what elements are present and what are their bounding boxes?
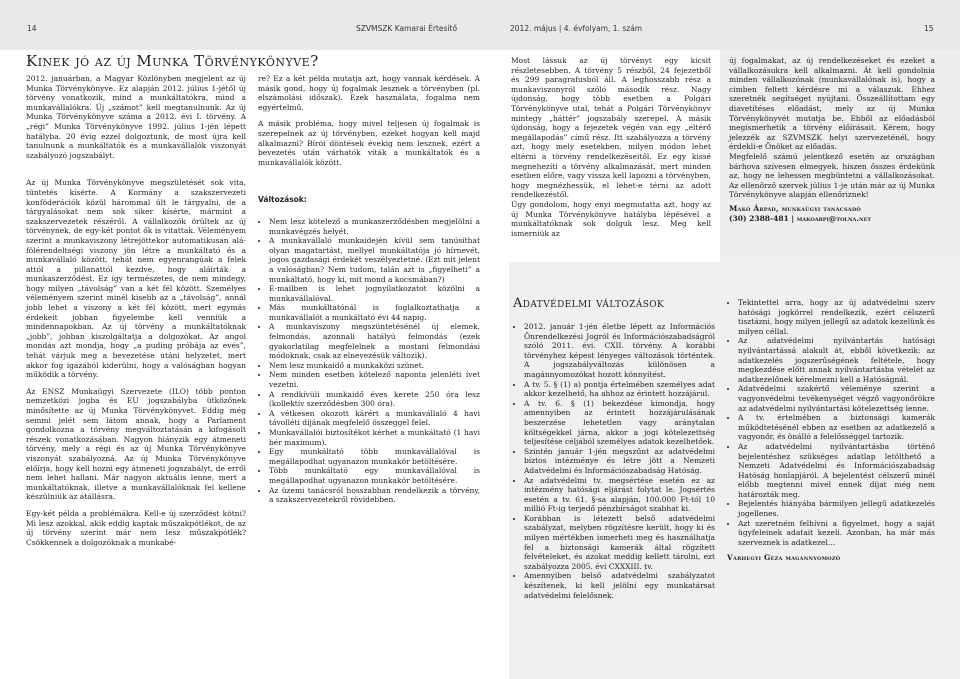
list-item: • Nem lesz kötelező a munkaszerződésben megjelölni a munkavégzés helyét. [269,217,480,236]
list-item: • Munkavállalói biztosítékot kérhet a munkáltató (1 havi bér maximum). [269,428,480,447]
article-column-4 [729,56,935,223]
list-item: • Több munkáltató egy munkavállalóval is megállapodhat ugyanazon munkakör betöltésére. [269,466,480,485]
list-item: • A rendkívüli munkaidő éves kerete 250 óra lesz (kollektív szerződésben 300 óra). [269,390,480,409]
author-contact: (30) 2388-481 | makoarpi@tolna.net [729,213,872,223]
article-column-3 [511,56,711,245]
list-item: • Más munkáltatónál is foglalkoztathatja a munkavállalót a munkáltató évi 44 napig. [269,303,480,322]
privacy-list [727,298,935,547]
paragraph: A másik probléma, hogy mivel teljesen új fogalmak is szerepelnek az új törvényben, ezeket hogyan kell majd alkalmazni? Bírói döntések évekig nem lesznek, ezért a bevezetés után várhatók viták a munkáltatók és a munkavállalók között. [258,119,480,167]
page-number-left: 14 [27,24,37,33]
page-header-bar [0,0,960,50]
paragraph: Megfelelő számú jelentkező esetén az országban bárhova szívesen elmegyek, hiszen ősszes érdekünk az, hogy ne lehessen megbüntetni a vállalkozásokat. Az ellenőrző szervek július 1-je után már az új Munka Törvénykönyve alapján ellenőriznek! [729,151,935,200]
changes-heading: Változások: [258,195,307,205]
list-item: • A vétkesen okozott kárért a munkavállaló 4 havi távolléti díjának megfelelő összeggel felel. [269,409,480,428]
paragraph: Az új Munka Törvénykönyve megszületését sok vita, tüntetés kísérte. A Kormány a szakszervezeti konföderációk közül hárommal ült le tárgyalni, de a tárgyalásokat nem sok siker kísérte, mármint a szakszervezetek részéről. A vállalkozók örültek az új törvénynek, de egy-két pontot ők is vitattak. Véleményem szerint a munkaviszony létrejöttekor automatikusan alá-fölérendeltségi viszony jön létre a munkáltató és a munkavállaló között, tehát nem egyenrangúak a felek attól a pillanattól kezdve, hogy aláírták a munkaszerződést. Ez így természetes, de nem mindegy, hogy milyen „távolság” van a két fél között. Személyes véleményem szerint minél kisebb az a „távolság”, annál jobb lehet a viszony a két fél között, mert egymás érdekeit jobban figyelembe kell venniük a mindennapokban. Az új törvény a munkáltatóknak „jobb”, jobban kiszolgáltatja a dolgozókat. Az angol mondás azt mondja, hogy „a puding próbája az evés”, tehát várjuk meg a bevezetése utáni helyzetet, mert akkor fog igazából kiderülni, hogy a valóságban hogyan működik a törvény. [26,178,246,380]
list-item: • Szintén január 1-jén megszűnt az adatvédelmi biztos intézménye és létre jött a Nemzeti Adatvédelmi és Információszabadság Hatóság. [524,447,715,476]
paragraph: új fogalmakat, az új rendelkezéseket és ezeket a vállalkozásukra kell alkalmazni. Át kell gondolnia minden vállalkozónak (munkavállalónak is), hogy a cimben feltett kérdésre mi a válaszuk. Ehhez szeretnék segítséget nyújtani. Összeállítottam egy diavetítéses előadást, mely az új Munka Törvénykönyvét mutatja be. Ebből az előadásból megismerhetik a törvény előírásait. Kérem, hogy jelezzék az SZVMSZK helyi szervezeténél, hogy érdekli-e Önöket az előadás. [729,56,935,152]
list-item: • Az adatvédelmi nyilvántartás hatósági nyilvántartássá alakult át, ebből következik: az adatkezelés jogszerűségének feltétele, hogy megkezdése előtt annak nyilvántartásba vételét az adatkezelőnek kérelmezni kell a Hatóságnál. [738,336,935,384]
list-item: • Az adatvédelmi nyilvántartásba történő bejelentéshez szükséges adatlap letölthető a Nemzeti Adatvédelmi és Információszabadság Hatóság honlapjáról. A bejelentést célszerű minél előbb megtenni mivel ennek díjat még nem határozták meg. [738,442,935,500]
list-item: • Nem lesz munkaidő a munkaközi szünet. [269,361,480,371]
list-item: • Egy munkáltató több munkavállalóval is megállapodhat ugyanazon munkakör betöltésére. [269,447,480,466]
paragraph: Az ENSZ Munkaügyi Szervezete (ILO) több ponton nemzetközi jogba és EU jogszabályba ütközőnek minősítette az új Munka Törvénykönyvet. Eddig még semmi jelét sem látom annak, hogy a Parlament gondolkozna a törvény megváltoztatásán a kifogásolt részek vonatkozásában. Nagyon hiányzik egy átmeneti törvény, mely a régi és az új Munka Törvénykönyve viszonyát szabályozná. Az új Munka Törvénykönyve előírja, hogy kell hozni egy átmeneti jogszabályt, de erről nem lehet hallani. Már nagyon aktuális lenne, mert a munkáltatóknak, illetve a munkavállalóknak fel kellene készülniük az átállásra. [26,386,246,502]
list-item: • A tv. 6. § (1) bekezdése kimondja, hogy amennyiben az érintett hozzájárulásának beszerzése lehetetlen vagy aránytalan költségekkel járna, akkor a jogi kötelezettség teljesítése céljából személyes adatok kezelhetőek. [524,399,715,447]
paragraph: Most lássuk az új törvényt egy kicsit részletesebben. A törvény 5 részből, 24 fejezetből és 299 paragrafusból áll. A leghosszabb rész a munkaviszonyról szóló második rész. Nagy újdonság, hogy több esetben a Polgári Törvénykönyve utal, tehát a Polgári Törvénykönyv mintegy „háttér” jogszabály szerepel. A másik újdonság, hogy a fejezetek végén van egy „eltérő megállapodás” című rész. Itt szabályozza a törvény azt, hogy mely esetekben, milyen módon lehet eltérni a törvény rendelkezéseitől. Ez egy kissé megnehezíti a törvény alkalmazását, mert minden esetben előre, vagy vissza kell lapozni a törvényben, hogy megnézhessük, el lehet-e térni az adott rendelkezéstől. [511,56,711,200]
list-item: • Tekintettel arra, hogy az új adatvédelmi szerv hatósági jogkörrel rendelkezik, ezért célszerű tisztázni, hogy milyen jellegű az adatok kezelünk és milyen céllal. [738,298,935,336]
list-item: • Adatvédelmi szakértő véleménye szerint a vagyonvédelmi tevékenységet végző vagyonőrökre az adatvédelmi nyilvántartási kötelezettség lenne. [738,384,935,413]
list-item: • Az adatvédelmi tv. megsértése esetén ez az intézmény hatósági eljárást folytat le. Jogsértés esetén a tv. 61. §-sa alapján, 100.000 Ft-tól 10 millió Ft-ig terjedő pénzbírságot szabhat ki. [524,476,715,514]
list-item: • A tv. 5. § (1) a) pontja értelmében személyes adat akkor kezelhető, ha ahhoz az érintett hozzájárul. [524,380,715,399]
paragraph: re? Ez a két példa mutatja azt, hogy vannak kérdések. A másik gond, hogy új fogalmak lesznek a törvényben (pl. elszámolási időszak). Ezek használata, fogalma nem egyértelmű. [258,74,480,112]
list-item: • Bejelentés hiányába bármilyen jellegű adatkezelés jogellenes. [738,499,935,518]
list-item: • Nem minden esetben kötelező naponta jelenléti ívet vezetni. [269,370,480,389]
page-number-right: 15 [924,24,934,33]
privacy-column-1 [513,322,715,600]
privacy-column-2 [727,298,935,563]
article-column-2 [258,74,480,505]
privacy-list [513,322,715,600]
list-item: • Korábban is létezett belső adatvédelmi szabályzat, melyben rögzítésre került, hogy ki és milyen mértékben ismerheti meg és használhatja fel a biztonsági kamerák által rögzített felvételeket, és azokat meddig kellett tárolni, ezt szabályozza 2005. évi CXXXIII. tv. [524,514,715,572]
section-title: Adatvédelmi változások [513,296,665,311]
list-item: • Az üzemi tanácsról hosszabban rendelkezik a törvény, a szakszervezetekről rövidebben. [269,486,480,505]
list-item: • Amennyiben belső adatvédelmi szabályzatot készítenek, ki kell jelölni egy munkatársat adatvédelmi felelősnek. [524,571,715,600]
list-item: • A tv. értelmében a biztonsági kamerák működtetésénél ebben az esetben az adatkezelő a vagyonőr, és önálló a felelősséggel tartozik. [738,413,935,442]
list-item: • 2012. január 1-jén életbe lépett az Információs Önrendelkezési Jogról és Információszabadságról szóló 2011. évi. CXII. törvény. A korábbi törvényhez képest lényeges változások történtek. A jogszabályváltozás különösen a magánnyomozókat hozott könnyítést. [524,322,715,380]
list-item: • E-mailben is lehet jognyilatkozatot közölni a munkavállalóval. [269,284,480,303]
article-column-1 [26,74,246,554]
changes-list [258,217,480,505]
author-signature: Várhegyi Géza magánnyomozó [727,553,841,563]
paragraph: Egy-két példa a problémákra. Kell-e új szerződést kötni? Mi lesz azokkal, akik eddig kaptak műszakpótlékot, de az új törvény szerint már nem lesz műszakpótlék? Csökkennek a dolgozóknak a munkabé- [26,508,246,547]
author-signature: Makó Árpád, munkaügyi tanácsadó [729,203,861,213]
publication-name: SZVMSZK Kamarai Értesítő [356,24,458,33]
paragraph: 2012. januárban, a Magyar Közlönyben megjelent az új Munka Törvénykönyve. Ez alapján 2012. július 1-jétől új törvény vonatkozik, mind a munkáltatókra, mind a munkavállalókra. Új „számot” kell megtanulnunk. Az új Munka Törvénykönyve száma a 2012. évi I. törvény. A „régi” Munka Törvénykönyve 1992. július 1-jén lépett hatályba. 20 évig ezzel dolgoztunk, de most újra kell tanulnunk a munkáltatók és a munkavállalók viszonyát szabályozó jogszabályt. [26,74,246,160]
paragraph: Úgy gondolom, hogy enyi megmutatta azt, hogy az új Munka Törvénykönyve hatályba lépésével a munkáltatóknak sok dolguk lesz. Meg kell ismerniük az [511,199,711,238]
list-item: • A munkavállaló munkaidején kívül sem tanúsíthat olyan magatartást, mellyel munkáltatója jó hírnevét, jogos gazdasági érdekét veszélyeztetné. (Ezt mit jelent a valóságban? Nem tudom, talán azt is „figyelheti” a munkáltató, hogy ki, mit mond a kocsmában?) [269,236,480,284]
issue-info: 2012. május | 4. évfolyam, 1. szám [510,24,643,33]
list-item: • Azt szeretném felhívni a figyelmet, hogy a saját ügyfeleinek adatait kezeli. Azonban, ha már más szerveznek is adatkezel... [738,519,935,548]
article-title: Kinek jó az új Munka Törvénykönyve? [26,52,319,70]
list-item: • A munkaviszony megszüntetésénél új elemek, felmondás, azonnali hatályú felmondás (ezek gyakorlatilag megfelelnek a mostani felmondási módoknak, csak az elnevezésük változik). [269,322,480,360]
